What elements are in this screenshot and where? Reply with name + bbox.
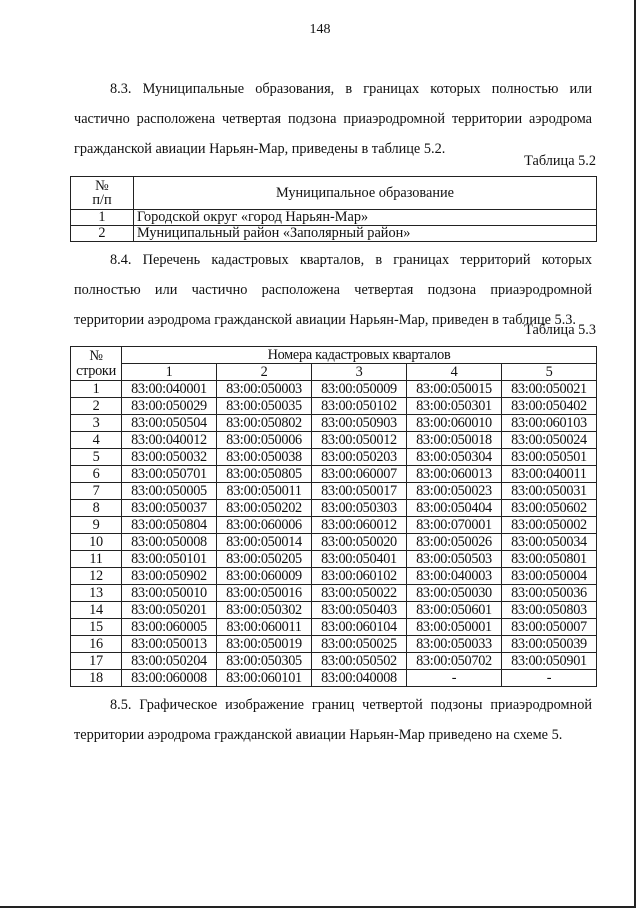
cell-cadastral-quarter: 83:00:040001 — [122, 381, 217, 398]
table-row — [71, 210, 597, 226]
header-row-line1: № — [89, 348, 103, 365]
cell-cadastral-quarter: 83:00:050025 — [312, 636, 407, 653]
cell-cadastral-quarter: 83:00:050403 — [312, 602, 407, 619]
cell-cadastral-quarter: 83:00:050804 — [122, 517, 217, 534]
cell-cadastral-quarter: 83:00:050032 — [122, 449, 217, 466]
cell-cadastral-quarter: 83:00:050031 — [502, 483, 597, 500]
table-5-2-caption: Таблица 5.2 — [524, 153, 596, 169]
table-row — [71, 466, 597, 483]
cell-row-number: 9 — [71, 517, 122, 534]
page-number: 148 — [309, 22, 331, 37]
table-row — [71, 500, 597, 517]
table-row — [71, 636, 597, 653]
cell-num: 1 — [71, 210, 134, 226]
table-column-header-row — [71, 364, 597, 381]
table-row — [71, 517, 597, 534]
cell-cadastral-quarter: 83:00:050101 — [122, 551, 217, 568]
cell-cadastral-quarter: 83:00:050024 — [502, 432, 597, 449]
cell-cadastral-quarter: 83:00:040012 — [122, 432, 217, 449]
cell-cadastral-quarter: 83:00:050036 — [502, 585, 597, 602]
cell-cadastral-quarter: 83:00:050202 — [217, 500, 312, 517]
cell-cadastral-quarter: 83:00:050301 — [407, 398, 502, 415]
header-cell-group: Номера кадастровых кварталов — [122, 347, 597, 364]
cell-cadastral-quarter: 83:00:050037 — [122, 500, 217, 517]
cell-name: Муниципальный район «Заполярный район» — [134, 226, 597, 242]
cell-cadastral-quarter: 83:00:040003 — [407, 568, 502, 585]
cell-cadastral-quarter: 83:00:050903 — [312, 415, 407, 432]
cell-row-number: 3 — [71, 415, 122, 432]
cell-cadastral-quarter: 83:00:050008 — [122, 534, 217, 551]
cell-cadastral-quarter: 83:00:050404 — [407, 500, 502, 517]
cell-cadastral-quarter: 83:00:050901 — [502, 653, 597, 670]
cell-cadastral-quarter: 83:00:060008 — [122, 670, 217, 687]
cell-cadastral-quarter: 83:00:060101 — [217, 670, 312, 687]
cell-cadastral-quarter: 83:00:050304 — [407, 449, 502, 466]
cell-row-number: 7 — [71, 483, 122, 500]
cell-row-number: 10 — [71, 534, 122, 551]
cell-cadastral-quarter: 83:00:050009 — [312, 381, 407, 398]
cell-cadastral-quarter: 83:00:070001 — [407, 517, 502, 534]
cell-cadastral-quarter: 83:00:060009 — [217, 568, 312, 585]
table-row — [71, 568, 597, 585]
cell-cadastral-quarter: 83:00:050012 — [312, 432, 407, 449]
cell-cadastral-quarter: 83:00:050302 — [217, 602, 312, 619]
cell-row-number: 6 — [71, 466, 122, 483]
header-cell-number — [71, 177, 134, 210]
cell-cadastral-quarter: 83:00:050602 — [502, 500, 597, 517]
cell-cadastral-quarter: 83:00:050023 — [407, 483, 502, 500]
cell-cadastral-quarter: 83:00:050601 — [407, 602, 502, 619]
cell-cadastral-quarter: 83:00:060005 — [122, 619, 217, 636]
cell-cadastral-quarter: 83:00:050014 — [217, 534, 312, 551]
cell-row-number: 12 — [71, 568, 122, 585]
cell-cadastral-quarter: 83:00:050011 — [217, 483, 312, 500]
cell-cadastral-quarter: 83:00:050015 — [407, 381, 502, 398]
cell-row-number: 2 — [71, 398, 122, 415]
cell-row-number: 15 — [71, 619, 122, 636]
table-row — [71, 381, 597, 398]
cell-cadastral-quarter: 83:00:050022 — [312, 585, 407, 602]
cell-row-number: 17 — [71, 653, 122, 670]
cell-cadastral-quarter: 83:00:050001 — [407, 619, 502, 636]
header-cell-col: 2 — [217, 364, 312, 381]
cell-cadastral-quarter: 83:00:060013 — [407, 466, 502, 483]
cell-row-number: 1 — [71, 381, 122, 398]
cell-row-number: 4 — [71, 432, 122, 449]
cell-cadastral-quarter: 83:00:050205 — [217, 551, 312, 568]
cell-cadastral-quarter: 83:00:050902 — [122, 568, 217, 585]
cell-cadastral-quarter: 83:00:060012 — [312, 517, 407, 534]
cell-row-number: 8 — [71, 500, 122, 517]
cell-cadastral-quarter: 83:00:040008 — [312, 670, 407, 687]
table-row — [71, 415, 597, 432]
header-cell-col: 1 — [122, 364, 217, 381]
table-row — [71, 551, 597, 568]
cell-cadastral-quarter: 83:00:060103 — [502, 415, 597, 432]
table-group-header-row — [71, 347, 597, 364]
cell-cadastral-quarter: 83:00:050102 — [312, 398, 407, 415]
cell-cadastral-quarter: 83:00:050401 — [312, 551, 407, 568]
cell-row-number: 18 — [71, 670, 122, 687]
table-header-row — [71, 177, 597, 210]
cell-cadastral-quarter: 83:00:050802 — [217, 415, 312, 432]
cell-cadastral-quarter: 83:00:050003 — [217, 381, 312, 398]
cell-cadastral-quarter: 83:00:040011 — [502, 466, 597, 483]
cell-cadastral-quarter: 83:00:050303 — [312, 500, 407, 517]
table-row — [71, 226, 597, 242]
cell-row-number: 14 — [71, 602, 122, 619]
cell-row-number: 13 — [71, 585, 122, 602]
cell-name: Городской округ «город Нарьян-Мар» — [134, 210, 597, 226]
cell-num: 2 — [71, 226, 134, 242]
cell-cadastral-quarter: 83:00:060102 — [312, 568, 407, 585]
cell-cadastral-quarter: 83:00:050019 — [217, 636, 312, 653]
cell-cadastral-quarter: 83:00:050020 — [312, 534, 407, 551]
table-row — [71, 398, 597, 415]
cell-cadastral-quarter: 83:00:050502 — [312, 653, 407, 670]
cell-cadastral-quarter: 83:00:050035 — [217, 398, 312, 415]
cell-cadastral-quarter: 83:00:050038 — [217, 449, 312, 466]
cell-cadastral-quarter: 83:00:050002 — [502, 517, 597, 534]
table-5-3-caption: Таблица 5.3 — [524, 322, 596, 338]
cell-cadastral-quarter: 83:00:050805 — [217, 466, 312, 483]
cell-cadastral-quarter: 83:00:060104 — [312, 619, 407, 636]
header-cell-col: 4 — [407, 364, 502, 381]
cell-cadastral-quarter: 83:00:050004 — [502, 568, 597, 585]
cell-cadastral-quarter: 83:00:050010 — [122, 585, 217, 602]
cell-cadastral-quarter: 83:00:050005 — [122, 483, 217, 500]
cell-cadastral-quarter: - — [407, 670, 502, 687]
cell-cadastral-quarter: 83:00:050702 — [407, 653, 502, 670]
cell-cadastral-quarter: 83:00:050803 — [502, 602, 597, 619]
cell-cadastral-quarter: 83:00:050503 — [407, 551, 502, 568]
table-row — [71, 585, 597, 602]
cell-row-number: 11 — [71, 551, 122, 568]
table-row — [71, 619, 597, 636]
cell-cadastral-quarter: 83:00:050204 — [122, 653, 217, 670]
cell-cadastral-quarter: 83:00:050021 — [502, 381, 597, 398]
cell-cadastral-quarter: 83:00:050402 — [502, 398, 597, 415]
table-5-3-body — [71, 381, 597, 687]
cell-row-number: 5 — [71, 449, 122, 466]
header-row-line2: строки — [76, 362, 116, 379]
table-row — [71, 602, 597, 619]
table-row — [71, 432, 597, 449]
cell-cadastral-quarter: 83:00:050305 — [217, 653, 312, 670]
header-num-line1: № — [95, 177, 109, 194]
cell-cadastral-quarter: 83:00:050701 — [122, 466, 217, 483]
cell-cadastral-quarter: 83:00:050203 — [312, 449, 407, 466]
table-row — [71, 449, 597, 466]
cell-cadastral-quarter: 83:00:050029 — [122, 398, 217, 415]
table-row — [71, 653, 597, 670]
table-5-3 — [70, 346, 597, 687]
cell-cadastral-quarter: 83:00:050504 — [122, 415, 217, 432]
cell-cadastral-quarter: 83:00:050033 — [407, 636, 502, 653]
cell-cadastral-quarter: 83:00:060007 — [312, 466, 407, 483]
cell-cadastral-quarter: 83:00:050030 — [407, 585, 502, 602]
cell-row-number: 16 — [71, 636, 122, 653]
header-cell-col: 3 — [312, 364, 407, 381]
paragraph-8-3: 8.3. Муниципальные образования, в границах которых полностью или частично расположена четвертая подзона приаэродромной территории аэродрома гражданской авиации Нарьян-Мар, приведены в таблице 5.2. — [74, 81, 592, 157]
cell-cadastral-quarter: 83:00:050034 — [502, 534, 597, 551]
cell-cadastral-quarter: 83:00:050026 — [407, 534, 502, 551]
table-row — [71, 534, 597, 551]
cell-cadastral-quarter: 83:00:050013 — [122, 636, 217, 653]
cell-cadastral-quarter: 83:00:050501 — [502, 449, 597, 466]
cell-cadastral-quarter: 83:00:050201 — [122, 602, 217, 619]
cell-cadastral-quarter: 83:00:050018 — [407, 432, 502, 449]
header-num-line2: п/п — [92, 192, 112, 208]
table-5-2 — [70, 176, 597, 242]
cell-cadastral-quarter: 83:00:060011 — [217, 619, 312, 636]
paragraph-8-4: 8.4. Перечень кадастровых кварталов, в границах территорий которых полностью или частично расположена четвертая подзона приаэродромной территории аэродрома гражданской авиации Нарьян-Мар, приведен в таблице 5.3. — [74, 252, 592, 328]
cell-cadastral-quarter: 83:00:050801 — [502, 551, 597, 568]
cell-cadastral-quarter: - — [502, 670, 597, 687]
table-row — [71, 670, 597, 687]
cell-cadastral-quarter: 83:00:050006 — [217, 432, 312, 449]
cell-cadastral-quarter: 83:00:050007 — [502, 619, 597, 636]
cell-cadastral-quarter: 83:00:060010 — [407, 415, 502, 432]
header-cell-row-number — [71, 347, 122, 381]
paragraph-8-5: 8.5. Графическое изображение границ четвертой подзоны приаэродромной территории аэродрома гражданской авиации Нарьян-Мар приведено на схеме 5. — [74, 697, 592, 743]
cell-cadastral-quarter: 83:00:050017 — [312, 483, 407, 500]
cell-cadastral-quarter: 83:00:050039 — [502, 636, 597, 653]
table-row — [71, 483, 597, 500]
cell-cadastral-quarter: 83:00:060006 — [217, 517, 312, 534]
cell-cadastral-quarter: 83:00:050016 — [217, 585, 312, 602]
header-cell-name: Муниципальное образование — [134, 177, 597, 210]
header-cell-col: 5 — [502, 364, 597, 381]
